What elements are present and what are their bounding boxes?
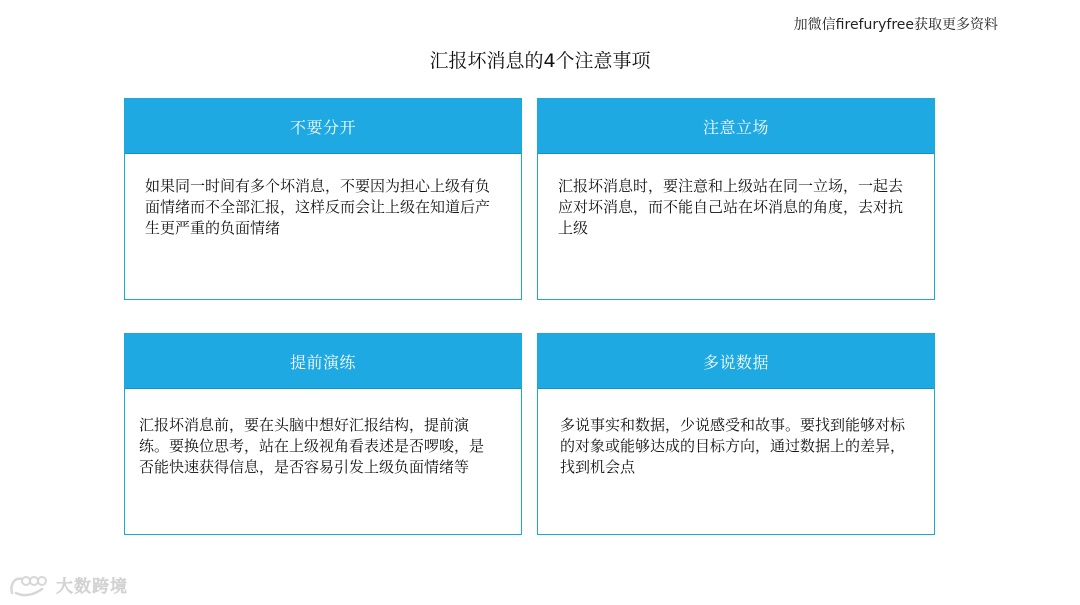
card-stance xyxy=(537,98,935,300)
slide-title: 汇报坏消息的4个注意事项 xyxy=(429,50,651,72)
card-heading: 不要分开 xyxy=(289,117,356,137)
card-header xyxy=(125,99,521,154)
watermark-text: 大数跨境 xyxy=(56,577,128,597)
card-rehearse xyxy=(124,333,522,535)
card-header xyxy=(538,99,934,154)
card-body: 汇报坏消息时，要注意和上级站在同一立场，一起去应对坏消息，而不能自己站在坏消息的角度，去对抗上级 xyxy=(558,177,904,237)
card-header xyxy=(125,334,521,389)
brand-logo-icon xyxy=(8,573,50,597)
card-data xyxy=(537,333,935,535)
card-body: 多说事实和数据，少说感受和故事。要找到能够对标的对象或能够达成的目标方向，通过数据上的差异，找到机会点 xyxy=(560,416,906,476)
card-heading: 多说数据 xyxy=(702,352,769,372)
card-header xyxy=(538,334,934,389)
watermark xyxy=(8,572,128,597)
card-heading: 注意立场 xyxy=(702,117,769,137)
promo-note: 加微信firefuryfree获取更多资料 xyxy=(793,17,998,33)
card-body: 如果同一时间有多个坏消息，不要因为担心上级有负面情绪而不全部汇报，这样反而会让上级在知道后产生更严重的负面情绪 xyxy=(145,177,491,237)
card-dont-separate xyxy=(124,98,522,300)
card-heading: 提前演练 xyxy=(289,352,356,372)
card-body: 汇报坏消息前，要在头脑中想好汇报结构，提前演练。要换位思考，站在上级视角看表述是否啰唆，是否能快速获得信息，是否容易引发上级负面情绪等 xyxy=(139,416,485,476)
